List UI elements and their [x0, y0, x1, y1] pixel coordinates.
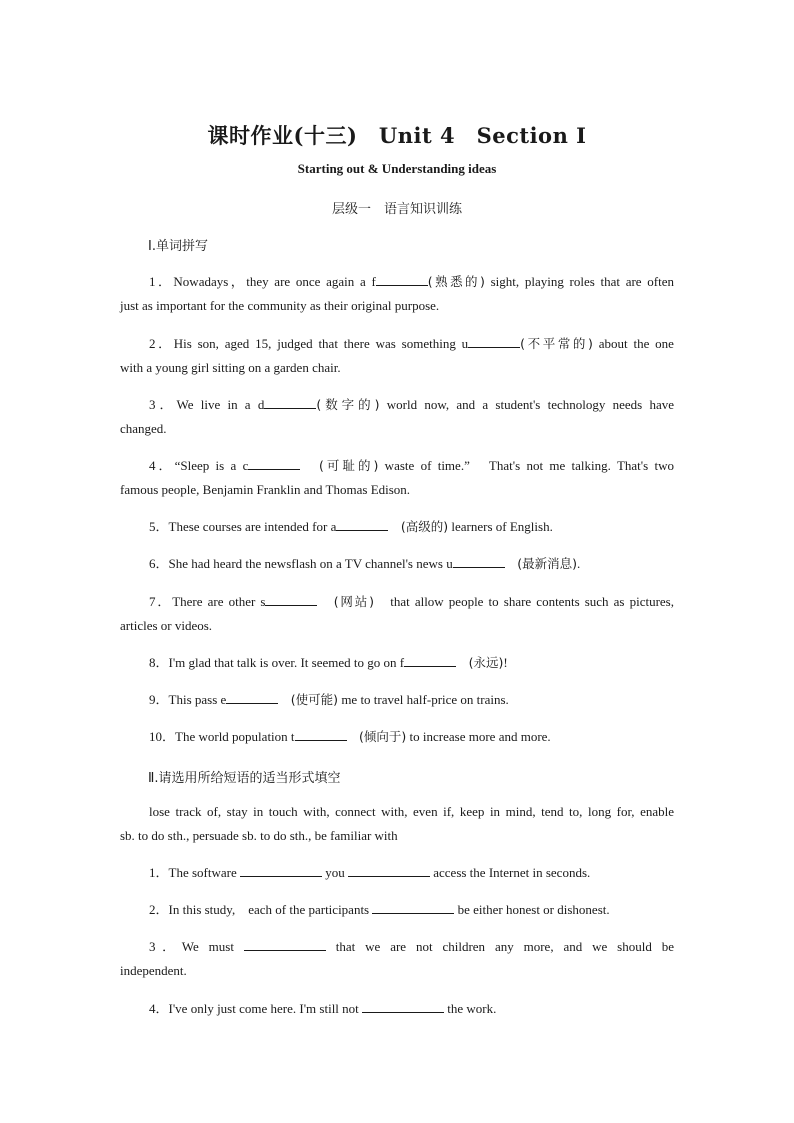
spelling-item-4: 4．“Sleep is a c (可耻的) waste of time.” That's not me talking. That's two famous people, Benjamin Franklin and Thomas Edison.	[120, 458, 674, 497]
item-number: 4．	[149, 1001, 169, 1016]
item-number: 1．	[149, 274, 174, 289]
chinese-hint: (网站)	[317, 594, 391, 609]
spelling-item-8: 8．I'm glad that talk is over. It seemed to go on f (永远)!	[149, 655, 508, 670]
spelling-item-10: 10．The world population t (倾向于) to increase more and more.	[149, 729, 551, 744]
item-number: 4．	[149, 458, 175, 473]
page-subtitle: Starting out & Understanding ideas	[297, 161, 497, 176]
answer-blank[interactable]	[362, 999, 444, 1013]
item-number: 7．	[149, 594, 173, 609]
chinese-hint: (不平常的)	[520, 336, 593, 351]
chinese-hint: (倾向于)	[346, 729, 407, 744]
item-number: 8．	[149, 655, 169, 670]
answer-blank[interactable]	[248, 456, 300, 470]
answer-blank[interactable]	[376, 272, 428, 286]
spelling-item-6: 6．She had heard the newsflash on a TV channel's news u (最新消息).	[149, 556, 581, 571]
item-number: 3．	[149, 939, 182, 954]
phrase-item-3: 3．We must that we are not children any more, and we should be independent.	[120, 939, 674, 978]
chinese-hint: (永远)	[456, 655, 504, 670]
item-number: 2．	[149, 336, 174, 351]
answer-blank[interactable]	[226, 690, 278, 704]
item-number: 6．	[149, 556, 169, 571]
phrase-item-4: 4．I've only just come here. I'm still not the work.	[149, 1001, 497, 1016]
section1-heading: Ⅰ.单词拼写	[148, 239, 208, 254]
answer-blank[interactable]	[348, 863, 430, 877]
spelling-item-1: 1．Nowadays，they are once again a f (熟悉的) sight, playing roles that are often just as important for the community as their original purpose.	[120, 274, 674, 313]
chinese-hint: (可耻的)	[300, 458, 379, 473]
item-number: 5．	[149, 519, 169, 534]
spelling-item-2: 2．His son, aged 15, judged that there was something u (不平常的) about the one with a young girl sitting on a garden chair.	[120, 336, 674, 375]
chinese-hint: (使可能)	[278, 692, 339, 707]
answer-blank[interactable]	[404, 653, 456, 667]
answer-blank[interactable]	[453, 554, 505, 568]
item-number: 1．	[149, 865, 169, 880]
chinese-hint: (高级的)	[388, 519, 449, 534]
phrase-item-2: 2．In this study, each of the participants be either honest or dishonest.	[149, 902, 610, 917]
spelling-item-7: 7．There are other s (网站) that allow people to share contents such as pictures, articles or videos.	[120, 594, 674, 633]
page-title: 课时作业(十三) Unit 4 Section Ⅰ	[207, 123, 587, 148]
item-number: 3．	[149, 397, 177, 412]
chinese-hint: (熟悉的)	[427, 274, 485, 289]
phrase-bank: lose track of, stay in touch with, connect with, even if, keep in mind, tend to, long for, enable sb. to do sth., persuade sb. to do sth., be familiar with	[120, 804, 674, 843]
chinese-hint: (数字的)	[316, 397, 380, 412]
answer-blank[interactable]	[468, 334, 520, 348]
item-number: 2．	[149, 902, 169, 917]
answer-blank[interactable]	[295, 727, 347, 741]
answer-blank[interactable]	[265, 592, 317, 606]
answer-blank[interactable]	[244, 937, 326, 951]
answer-blank[interactable]	[372, 900, 454, 914]
chinese-hint: (最新消息)	[504, 556, 577, 571]
spelling-item-3: 3．We live in a d (数字的) world now, and a student's technology needs have changed.	[120, 397, 674, 436]
answer-blank[interactable]	[336, 517, 388, 531]
phrase-item-1: 1．The software you access the Internet in seconds.	[149, 865, 591, 880]
item-number: 10．	[149, 729, 176, 744]
spelling-item-9: 9．This pass e (使可能) me to travel half-price on trains.	[149, 692, 509, 707]
answer-blank[interactable]	[240, 863, 322, 877]
section2-heading: Ⅱ.请选用所给短语的适当形式填空	[148, 771, 341, 786]
level-heading: 层级一 语言知识训练	[331, 202, 462, 217]
item-number: 9．	[149, 692, 169, 707]
spelling-item-5: 5．These courses are intended for a (高级的) learners of English.	[149, 519, 553, 534]
answer-blank[interactable]	[264, 395, 316, 409]
